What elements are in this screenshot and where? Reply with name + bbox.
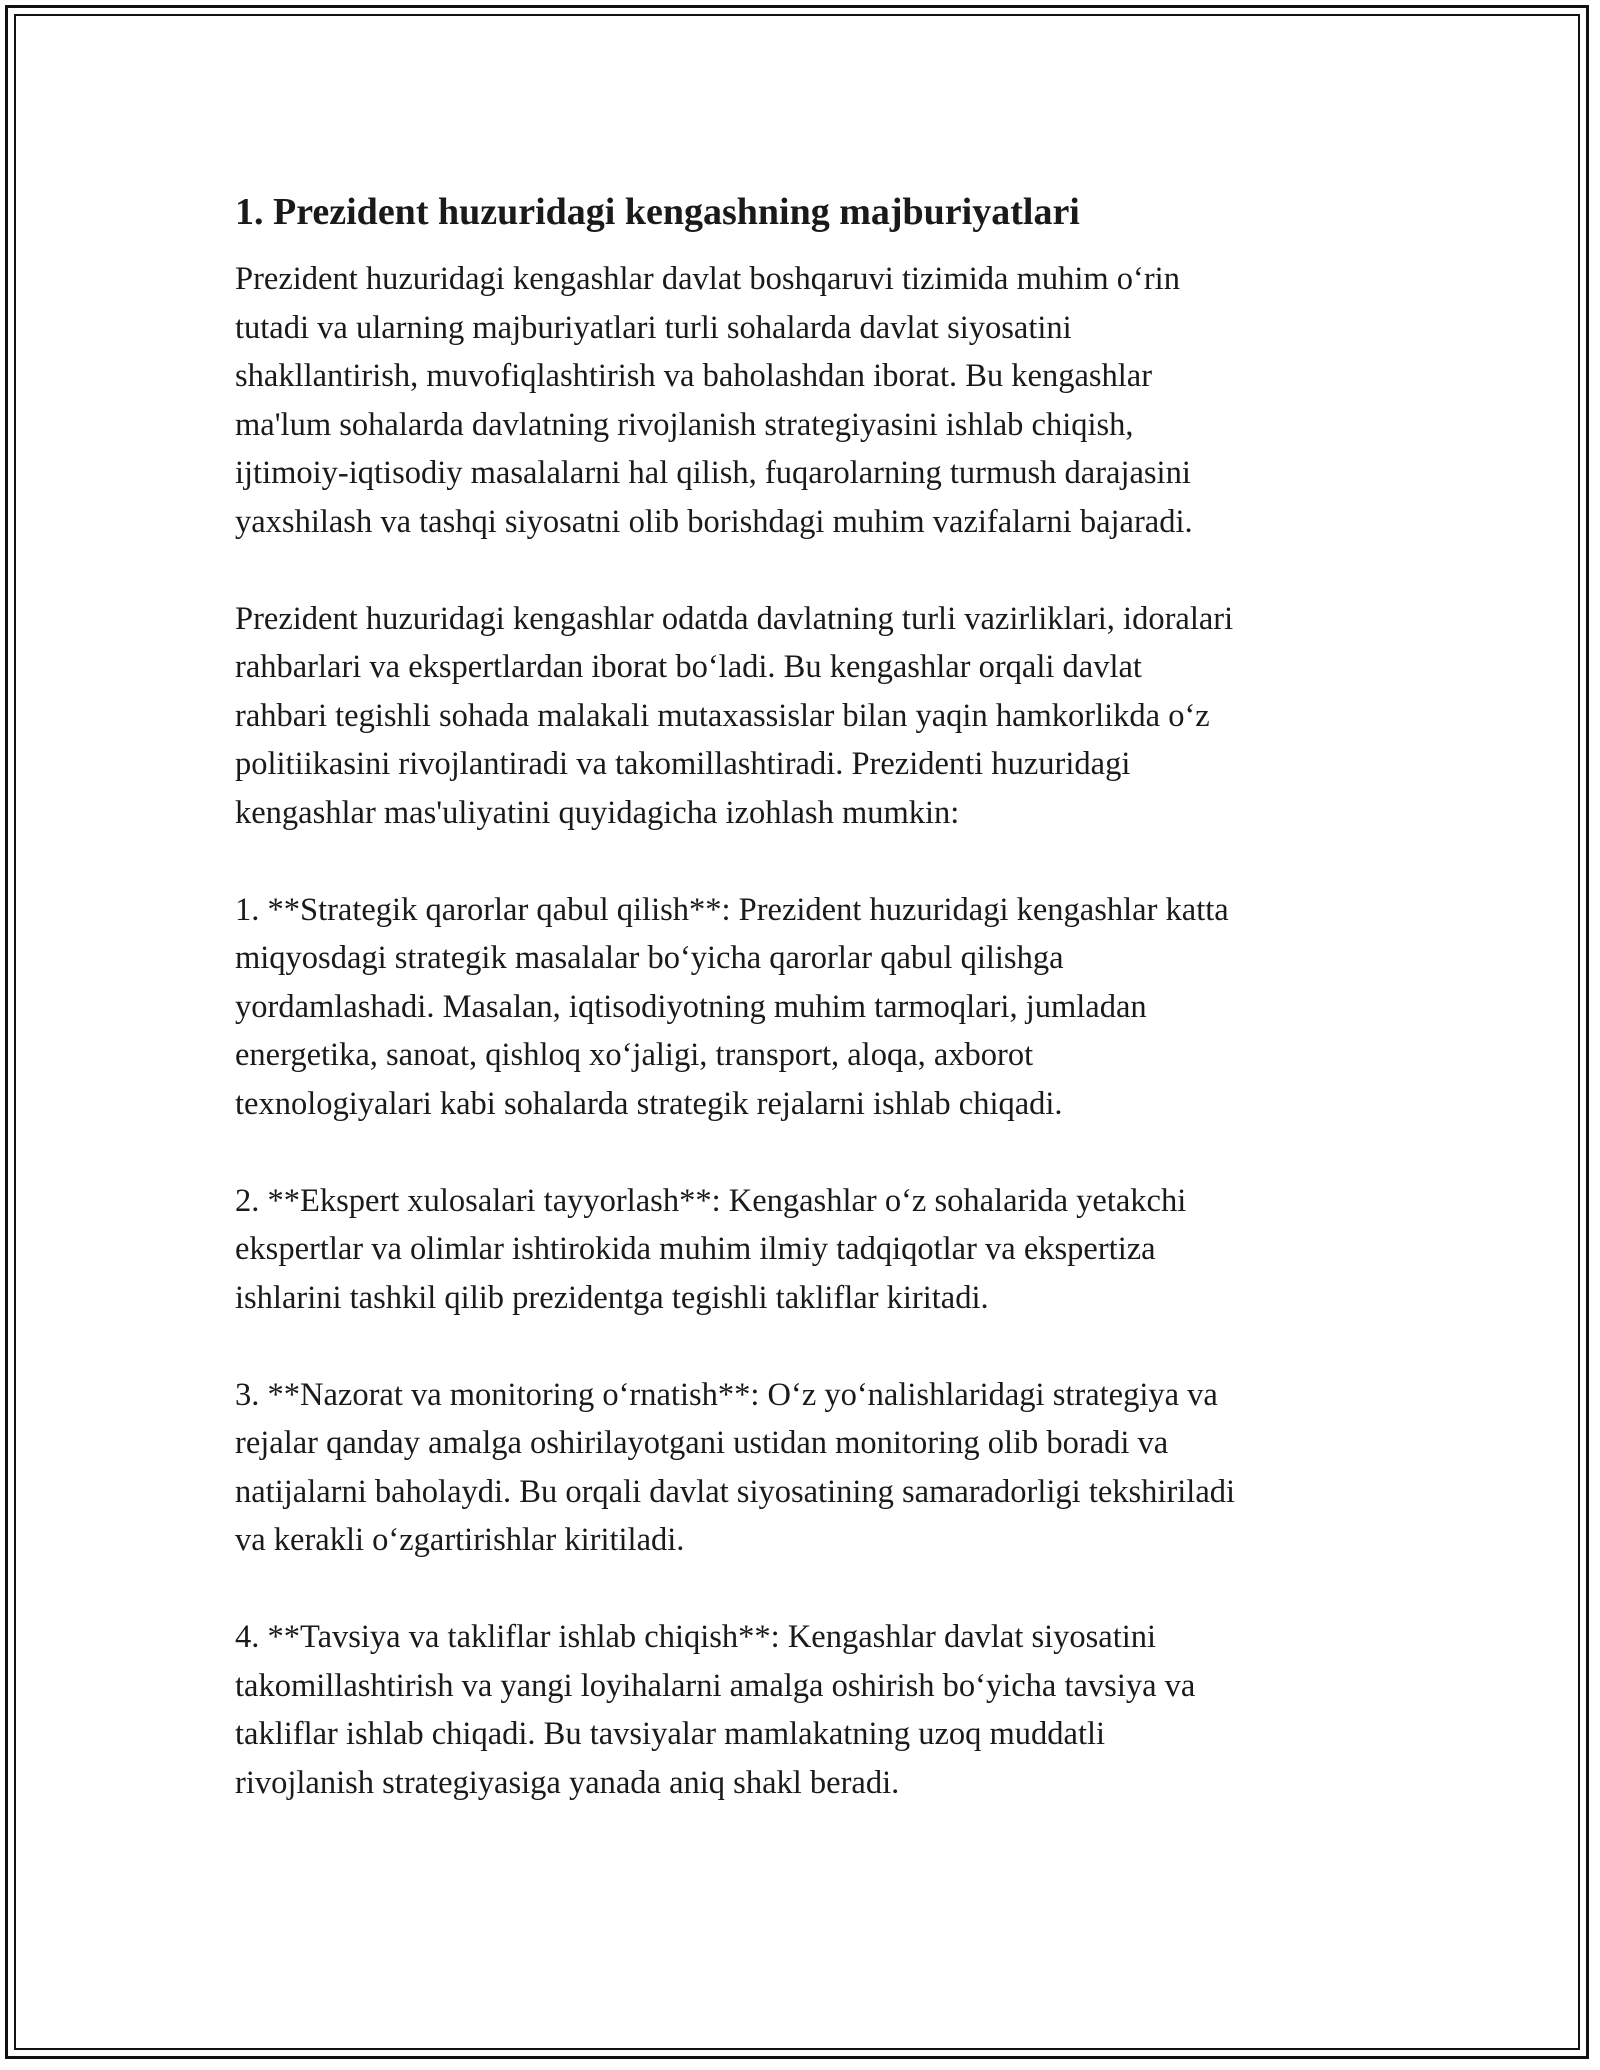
- list-item-2: [235, 1177, 1375, 1323]
- text-line: energetika, sanoat, qishloq xoʻjaligi, transport, aloqa, axborot: [235, 1037, 1034, 1073]
- paragraph-intro: [235, 255, 1375, 546]
- text-line: ishlarini tashkil qilib prezidentga tegishli takliflar kiritadi.: [235, 1279, 989, 1316]
- text-line: 1. **Strategik qarorlar qabul qilish**: Prezident huzuridagi kengashlar katta: [235, 891, 1229, 928]
- list-item-4: [235, 1613, 1375, 1807]
- text-line: yaxshilash va tashqi siyosatni olib borishdagi muhim vazifalarni bajaradi.: [235, 503, 1193, 540]
- text-line: ma'lum sohalarda davlatning rivojlanish strategiyasini ishlab chiqish,: [235, 406, 1134, 443]
- section-heading: 1. Prezident huzuridagi kengashning majburiyatlari: [235, 191, 1080, 233]
- text-line: 2. **Ekspert xulosalari tayyorlash**: Kengashlar oʻz sohalarida yetakchi: [235, 1182, 1187, 1219]
- text-line: va kerakli oʻzgartirishlar kiritiladi.: [235, 1522, 685, 1558]
- text-line: rivojlanish strategiyasiga yanada aniq shakl beradi.: [235, 1764, 900, 1801]
- text-line: rahbari tegishli sohada malakali mutaxassislar bilan yaqin hamkorlikda oʻz: [235, 697, 1210, 734]
- text-line: rahbarlari va ekspertlardan iborat boʻladi. Bu kengashlar orqali davlat: [235, 649, 1142, 685]
- text-line: Prezident huzuridagi kengashlar odatda davlatning turli vazirliklari, idoralari: [235, 600, 1234, 637]
- list-item-3: [235, 1371, 1375, 1565]
- text-line: 3. **Nazorat va monitoring oʻrnatish**: Oʻz yoʻnalishlaridagi strategiya va: [235, 1376, 1218, 1413]
- text-line: takomillashtirish va yangi loyihalarni amalga oshirish boʻyicha tavsiya va: [235, 1667, 1196, 1704]
- text-line: kengashlar mas'uliyatini quyidagicha izohlash mumkin:: [235, 794, 960, 831]
- document-body: [235, 188, 1375, 1856]
- text-line: ekspertlar va olimlar ishtirokida muhim ilmiy tadqiqotlar va ekspertiza: [235, 1231, 1156, 1267]
- text-line: natijalarni baholaydi. Bu orqali davlat siyosatining samaradorligi tekshiriladi: [235, 1473, 1236, 1510]
- text-line: Prezident huzuridagi kengashlar davlat boshqaruvi tizimida muhim oʻrin: [235, 261, 1180, 297]
- text-line: politiikasini rivojlantiradi va takomillashtiradi. Prezidenti huzuridagi: [235, 746, 1131, 782]
- text-line: takliflar ishlab chiqadi. Bu tavsiyalar mamlakatning uzoq muddatli: [235, 1716, 1106, 1752]
- text-line: ijtimoiy-iqtisodiy masalalarni hal qilish, fuqarolarning turmush darajasini: [235, 455, 1191, 491]
- text-line: texnologiyalari kabi sohalarda strategik rejalarni ishlab chiqadi.: [235, 1085, 1063, 1122]
- text-line: 4. **Tavsiya va takliflar ishlab chiqish**: Kengashlar davlat siyosatini: [235, 1619, 1157, 1655]
- text-line: tutadi va ularning majburiyatlari turli sohalarda davlat siyosatini: [235, 309, 1072, 346]
- text-line: miqyosdagi strategik masalalar boʻyicha qarorlar qabul qilishga: [235, 940, 1064, 976]
- list-item-1: [235, 886, 1375, 1129]
- text-line: shakllantirish, muvofiqlashtirish va baholashdan iborat. Bu kengashlar: [235, 358, 1153, 394]
- paragraph-composition: [235, 595, 1375, 838]
- text-line: rejalar qanday amalga oshirilayotgani ustidan monitoring olib boradi va: [235, 1425, 1169, 1461]
- text-line: yordamlashadi. Masalan, iqtisodiyotning muhim tarmoqlari, jumladan: [235, 988, 1147, 1025]
